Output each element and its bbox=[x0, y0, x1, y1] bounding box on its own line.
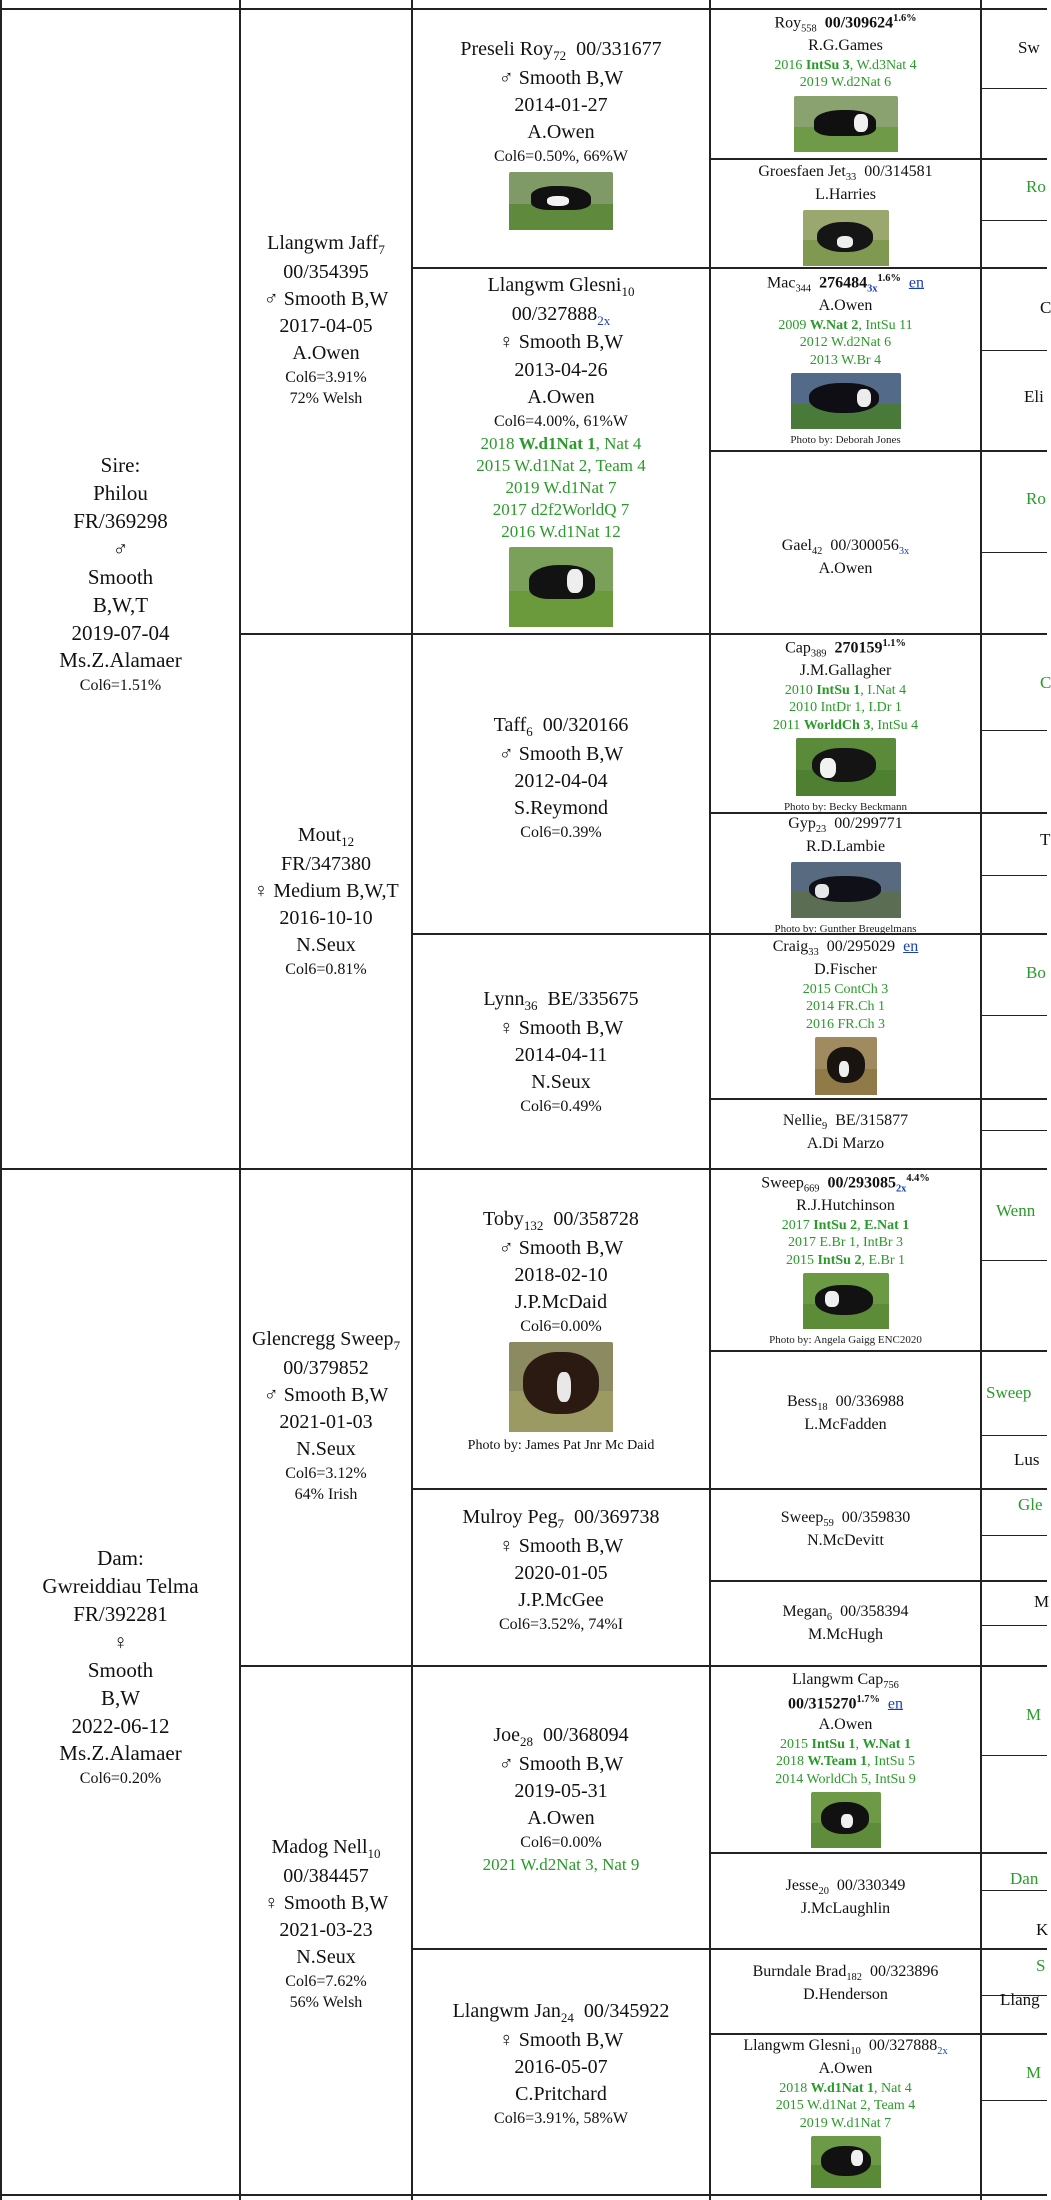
sweep-pct: 64% Irish bbox=[294, 1486, 358, 1504]
joe-breeder: A.Owen bbox=[527, 1807, 595, 1830]
jaff-reg: 00/354395 bbox=[283, 260, 369, 283]
glesni-result: 2017 d2f2WorldQ 7 bbox=[492, 499, 630, 519]
sire-dob: 2019-07-04 bbox=[71, 620, 170, 645]
roy558-result: 2016 IntSu 3, W.d3Nat 4 bbox=[774, 57, 917, 73]
g3-joe-cell[interactable] bbox=[413, 1722, 709, 1876]
g5-line bbox=[980, 730, 1047, 731]
mout-sex: ♀ Medium B,W,T bbox=[253, 879, 399, 902]
sweep59-name: Sweep$_{59}$ 00/359830 bbox=[780, 1509, 911, 1530]
g4-sweep59-cell[interactable] bbox=[711, 1508, 980, 1552]
craig-name: Craig$_{33}$ 00/295029 en bbox=[772, 938, 919, 959]
nell-col6: Col6=7.62% bbox=[285, 1972, 367, 1990]
g2-divider-b bbox=[239, 1665, 1047, 1667]
gyp-photo bbox=[791, 862, 901, 918]
mac-photo-credit: Photo by: Deborah Jones bbox=[790, 434, 901, 447]
mac-breeder: A.Owen bbox=[818, 297, 873, 315]
g5-fragment: Wenn bbox=[996, 1201, 1036, 1220]
g3-toby-cell[interactable] bbox=[413, 1206, 709, 1455]
sire-coat: Smooth bbox=[87, 564, 154, 589]
mac-name: Mac$_{344}$ $276484_{3x}^{1.6\%}$ en bbox=[767, 273, 924, 295]
glesni2-result: 2018 W.d1Nat 1, Nat 4 bbox=[779, 2080, 912, 2096]
peg-breeder: J.P.McGee bbox=[518, 1589, 604, 1612]
dam-sex: ♀ bbox=[112, 1629, 129, 1654]
brad-name: Burndale Brad$_{182}$ 00/323896 bbox=[752, 1963, 939, 1984]
sweep669-result: 2015 IntSu 2, E.Br 1 bbox=[785, 1252, 906, 1268]
g3-divider-c bbox=[411, 1488, 1047, 1490]
gael-breeder: A.Owen bbox=[818, 559, 873, 577]
g5-line bbox=[980, 1260, 1047, 1261]
roy558-photo bbox=[794, 96, 898, 152]
dam-cell[interactable] bbox=[2, 1545, 239, 1790]
g5-fragment: K bbox=[1036, 1920, 1049, 1939]
g4-cap-cell[interactable] bbox=[711, 637, 980, 815]
toby-name: Toby$_{132}$ 00/358728 bbox=[483, 1208, 639, 1233]
bess-name: Bess$_{18}$ 00/336988 bbox=[786, 1393, 905, 1414]
glesni-result: 2019 W.d1Nat 7 bbox=[505, 477, 617, 497]
g4-brad-cell[interactable] bbox=[711, 1962, 980, 2006]
g5-fragment: Sweep bbox=[986, 1383, 1032, 1402]
g4-jet-cell[interactable] bbox=[711, 162, 980, 270]
cap756-result: 2014 WorldCh 5, IntSu 9 bbox=[775, 1771, 916, 1787]
toby-photo-credit: Photo by: James Pat Jnr Mc Daid bbox=[467, 1437, 655, 1453]
roy-breeder: A.Owen bbox=[527, 121, 595, 144]
g4-divider-6 bbox=[709, 1580, 1047, 1582]
roy-name: Preseli Roy$_{72}$ 00/331677 bbox=[460, 38, 662, 63]
g2-mout-cell[interactable] bbox=[241, 822, 411, 980]
g5-fragment: Llang bbox=[1000, 1990, 1040, 2009]
mout-dob: 2016-10-10 bbox=[279, 906, 373, 929]
mac-en-link[interactable]: en bbox=[908, 274, 924, 292]
glesni-dob: 2013-04-26 bbox=[514, 358, 608, 381]
dam-col6: Col6=0.20% bbox=[79, 1770, 162, 1788]
sweep669-result: 2017 E.Br 1, IntBr 3 bbox=[787, 1235, 904, 1251]
jaff-col6: Col6=3.91% bbox=[285, 368, 367, 386]
peg-sex: ♀ Smooth B,W bbox=[498, 1534, 624, 1557]
peg-name: Mulroy Peg$_7$ 00/369738 bbox=[462, 1506, 660, 1531]
dam-colour: B,W bbox=[100, 1685, 141, 1710]
cap756-photo bbox=[811, 1792, 881, 1848]
g5-line bbox=[980, 1435, 1047, 1436]
brad-breeder: D.Henderson bbox=[803, 1985, 888, 2003]
outer-left-border bbox=[0, 0, 2, 2200]
top-border bbox=[0, 8, 1047, 10]
mac-result: 2009 W.Nat 2, IntSu 11 bbox=[778, 317, 913, 333]
dam-dob: 2022-06-12 bbox=[71, 1713, 170, 1738]
g2-jaff-cell[interactable] bbox=[241, 230, 411, 410]
g4-megan-cell[interactable] bbox=[711, 1602, 980, 1646]
g5-line bbox=[980, 220, 1047, 221]
peg-col6: Col6=3.52%, 74%I bbox=[498, 1616, 624, 1634]
g5-fragment: M bbox=[1034, 1592, 1050, 1611]
glesni2-photo bbox=[811, 2136, 881, 2188]
g5-line bbox=[980, 88, 1047, 89]
craig-photo bbox=[815, 1037, 877, 1095]
jaff-dob: 2017-04-05 bbox=[279, 314, 373, 337]
mac-photo bbox=[791, 373, 901, 429]
gyp-breeder: R.D.Lambie bbox=[805, 837, 886, 855]
craig-result: 2015 ContCh 3 bbox=[802, 981, 889, 997]
glesni-result: 2016 W.d1Nat 12 bbox=[501, 522, 621, 542]
g4-nellie-cell[interactable] bbox=[711, 1111, 980, 1155]
g2-nell-cell[interactable] bbox=[241, 1834, 411, 2014]
cap-result: 2010 IntSu 1, I.Nat 4 bbox=[784, 682, 907, 698]
sire-name: Philou bbox=[93, 480, 148, 505]
g5-line bbox=[980, 2100, 1047, 2101]
craig-en-link[interactable]: en bbox=[903, 938, 919, 955]
glesni-reg: $00/327888_{2x}$ bbox=[511, 302, 611, 328]
sweep669-photo bbox=[803, 1273, 889, 1329]
jaff-breeder: A.Owen bbox=[292, 341, 360, 364]
mout-col6: Col6=0.81% bbox=[285, 960, 367, 978]
g4-craig-cell[interactable] bbox=[711, 937, 980, 1099]
sire-sex: ♂ bbox=[112, 536, 129, 561]
bottom-border bbox=[0, 2194, 1047, 2196]
jet-photo bbox=[803, 210, 889, 266]
jan-col6: Col6=3.91%, 58%W bbox=[494, 2110, 628, 2128]
jesse-breeder: J.McLaughlin bbox=[800, 1899, 891, 1917]
g3-peg-cell[interactable] bbox=[413, 1504, 709, 1636]
dam-name: Gwreiddiau Telma bbox=[42, 1573, 199, 1598]
g4-divider-5 bbox=[709, 1350, 1047, 1352]
g5-fragment: Gle bbox=[1018, 1495, 1043, 1514]
sweep669-name: Sweep$_{669}$ $00/293085_{2x}^{4.4\%}$ bbox=[761, 1173, 930, 1195]
craig-result: 2014 FR.Ch 1 bbox=[806, 999, 885, 1014]
toby-breeder: J.P.McDaid bbox=[514, 1291, 608, 1314]
craig-result: 2016 FR.Ch 3 bbox=[806, 1016, 885, 1032]
jan-sex: ♀ Smooth B,W bbox=[498, 2028, 624, 2051]
sire-col6: Col6=1.51% bbox=[79, 677, 162, 695]
cap756-en-link[interactable]: en bbox=[887, 1695, 903, 1713]
dam-role: Dam: bbox=[97, 1546, 144, 1570]
g4-glesni2-cell[interactable] bbox=[711, 2036, 980, 2192]
cap756-breeder: A.Owen bbox=[818, 1715, 873, 1733]
g5-fragment: Lus bbox=[1014, 1450, 1040, 1469]
g4-cap756-cell[interactable] bbox=[711, 1670, 980, 1852]
sweep-breeder: N.Seux bbox=[296, 1437, 356, 1460]
nell-name: Madog Nell$_{10}$ bbox=[271, 1836, 381, 1861]
glesni2-breeder: A.Owen bbox=[818, 2059, 873, 2077]
sire-breeder: Ms.Z.Alamaer bbox=[59, 648, 182, 673]
sire-colour: B,W,T bbox=[92, 592, 149, 617]
g5-fragment: Ro bbox=[1026, 489, 1046, 508]
dam-breeder: Ms.Z.Alamaer bbox=[59, 1741, 182, 1766]
g5-fragment: Sw bbox=[1018, 38, 1040, 57]
nell-pct: 56% Welsh bbox=[289, 1994, 363, 2012]
g2-divider-a bbox=[239, 633, 1047, 635]
roy-col6: Col6=0.50%, 66%W bbox=[494, 148, 628, 166]
sire-cell[interactable] bbox=[2, 452, 239, 697]
taff-breeder: S.Reymond bbox=[514, 797, 608, 820]
g5-fragment: Bo bbox=[1026, 963, 1046, 982]
g4-divider-7 bbox=[709, 1852, 1047, 1854]
toby-photo bbox=[509, 1342, 613, 1432]
g4-divider-1 bbox=[709, 158, 1047, 160]
g3-divider-d bbox=[411, 1948, 1047, 1950]
cap756-result: 2018 W.Team 1, IntSu 5 bbox=[776, 1754, 915, 1770]
sweep669-result: 2017 IntSu 2, E.Nat 1 bbox=[781, 1217, 910, 1233]
g5-line bbox=[980, 1015, 1047, 1016]
g5-fragment: M bbox=[1026, 2063, 1042, 2082]
g3-lynn-cell[interactable] bbox=[413, 986, 709, 1118]
g5-fragment: Dan bbox=[1010, 1869, 1039, 1888]
g5-line bbox=[980, 1890, 1047, 1891]
jesse-name: Jesse$_{20}$ 00/330349 bbox=[785, 1877, 906, 1898]
nell-dob: 2021-03-23 bbox=[279, 1918, 373, 1941]
g3-glesni-cell[interactable] bbox=[413, 272, 709, 631]
sweep669-breeder: R.J.Hutchinson bbox=[796, 1197, 895, 1215]
sire-dam-divider bbox=[0, 1168, 1047, 1170]
sire-reg: FR/369298 bbox=[73, 508, 168, 533]
toby-sex: ♂ Smooth B,W bbox=[498, 1236, 624, 1259]
g3-roy-cell[interactable] bbox=[413, 36, 709, 234]
cap-result: 2011 WorldCh 3, IntSu 4 bbox=[772, 717, 919, 733]
sweep-reg: 00/379852 bbox=[283, 1356, 369, 1379]
roy-dob: 2014-01-27 bbox=[514, 93, 608, 116]
joe-name: Joe$_{28}$ 00/368094 bbox=[493, 1724, 629, 1749]
roy-sex: ♂ Smooth B,W bbox=[498, 66, 624, 89]
mac-result: 2013 W.Br 4 bbox=[809, 352, 882, 368]
glesni-col6: Col6=4.00%, 61%W bbox=[494, 412, 628, 430]
g5-fragment: Eli bbox=[1024, 387, 1044, 406]
jan-breeder: C.Pritchard bbox=[515, 2083, 607, 2106]
nellie-breeder: A.Di Marzo bbox=[806, 1134, 885, 1152]
cap-photo-credit: Photo by: Becky Beckmann bbox=[783, 801, 908, 814]
jaff-pct: 72% Welsh bbox=[289, 390, 363, 408]
glesni-result: 2015 W.d1Nat 2, Team 4 bbox=[476, 455, 646, 475]
sire-role: Sire: bbox=[100, 453, 141, 477]
glesni-result: 2018 W.d1Nat 1, Nat 4 bbox=[480, 433, 642, 453]
glesni2-result: 2015 W.d1Nat 2, Team 4 bbox=[775, 2098, 916, 2113]
g4-sweep669-cell[interactable] bbox=[711, 1172, 980, 1348]
jet-name: Groesfaen Jet$_{33}$ 00/314581 bbox=[758, 163, 933, 184]
g5-fragment: Ro bbox=[1026, 177, 1046, 196]
roy558-result: 2019 W.d2Nat 6 bbox=[799, 75, 892, 91]
glesni-sex: ♀ Smooth B,W bbox=[498, 331, 624, 354]
g5-fragment: T bbox=[1040, 830, 1051, 849]
roy-photo bbox=[509, 172, 613, 230]
nell-breeder: N.Seux bbox=[296, 1945, 356, 1968]
toby-col6: Col6=0.00% bbox=[520, 1318, 602, 1336]
cap756-name: Llangwm Cap$_{756}$ bbox=[792, 1671, 899, 1692]
col-divider-4 bbox=[980, 0, 982, 2200]
nellie-name: Nellie$_9$ BE/315877 bbox=[782, 1112, 909, 1133]
g5-line bbox=[980, 552, 1047, 553]
g2-sweep-cell[interactable] bbox=[241, 1326, 411, 1506]
mout-breeder: N.Seux bbox=[296, 933, 356, 956]
g4-divider-2 bbox=[709, 450, 1047, 452]
g5-line bbox=[980, 350, 1047, 351]
cap756-reg: $00/315270^{1.7\%}$ en bbox=[788, 1693, 903, 1713]
gael-name: Gael$_{42}$ $00/300056_{3x}$ bbox=[781, 537, 910, 558]
cap-name: Cap$_{389}$ $270159^{1.1\%}$ bbox=[785, 638, 906, 660]
sweep-sex: ♂ Smooth B,W bbox=[263, 1383, 389, 1406]
glesni-breeder: A.Owen bbox=[527, 385, 595, 408]
cap756-result: 2015 IntSu 1, W.Nat 1 bbox=[780, 1736, 911, 1752]
sweep669-photo-credit: Photo by: Angela Gaigg ENC2020 bbox=[769, 1334, 922, 1347]
megan-breeder: M.McHugh bbox=[807, 1625, 884, 1643]
glesni-photo bbox=[509, 547, 613, 627]
dam-reg: FR/392281 bbox=[73, 1601, 168, 1626]
jet-breeder: L.Harries bbox=[815, 185, 876, 203]
jan-name: Llangwm Jan$_{24}$ 00/345922 bbox=[452, 2000, 670, 2025]
dam-coat: Smooth bbox=[87, 1657, 154, 1682]
g4-roy558-cell[interactable] bbox=[711, 12, 980, 156]
sweep-col6: Col6=3.12% bbox=[285, 1464, 367, 1482]
craig-breeder: D.Fischer bbox=[814, 960, 877, 978]
nell-sex: ♀ Smooth B,W bbox=[263, 1891, 389, 1914]
g5-line bbox=[980, 1755, 1047, 1756]
megan-name: Megan$_6$ 00/358394 bbox=[782, 1603, 909, 1624]
bess-breeder: L.McFadden bbox=[804, 1415, 887, 1433]
joe-col6: Col6=0.00% bbox=[520, 1834, 602, 1852]
lynn-name: Lynn$_{36}$ BE/335675 bbox=[483, 988, 639, 1013]
glesni-name: Llangwm Glesni$_{10}$ bbox=[487, 274, 635, 299]
cap-result: 2010 IntDr 1, I.Dr 1 bbox=[789, 700, 902, 716]
roy558-breeder: R.G.Games bbox=[808, 37, 883, 55]
mout-reg: FR/347380 bbox=[280, 852, 372, 875]
taff-sex: ♂ Smooth B,W bbox=[498, 742, 624, 765]
taff-dob: 2012-04-04 bbox=[514, 769, 608, 792]
nell-reg: 00/384457 bbox=[283, 1864, 369, 1887]
toby-dob: 2018-02-10 bbox=[514, 1263, 608, 1286]
roy558-name: Roy$_{558}$ $00/309624^{1.6\%}$ bbox=[774, 13, 917, 35]
mac-result: 2012 W.d2Nat 6 bbox=[799, 335, 892, 351]
g5-line bbox=[980, 875, 1047, 876]
g5-line bbox=[980, 1535, 1047, 1536]
g5-line bbox=[980, 1130, 1047, 1131]
gyp-photo-credit: Photo by: Gunther Breugelmans bbox=[774, 922, 917, 935]
jan-dob: 2016-05-07 bbox=[514, 2055, 608, 2078]
g4-jesse-cell[interactable] bbox=[711, 1876, 980, 1920]
g4-bess-cell[interactable] bbox=[711, 1392, 980, 1436]
gyp-name: Gyp$_{23}$ 00/299771 bbox=[788, 815, 903, 836]
jaff-sex: ♂ Smooth B,W bbox=[263, 287, 389, 310]
cap-photo bbox=[796, 738, 896, 796]
lynn-col6: Col6=0.49% bbox=[520, 1098, 602, 1116]
lynn-sex: ♀ Smooth B,W bbox=[498, 1016, 624, 1039]
g5-fragment: C bbox=[1040, 673, 1051, 692]
joe-dob: 2019-05-31 bbox=[514, 1779, 608, 1802]
joe-result: 2021 W.d2Nat 3, Nat 9 bbox=[482, 1854, 640, 1874]
taff-col6: Col6=0.39% bbox=[520, 824, 602, 842]
glesni2-name: Llangwm Glesni$_{10}$ $00/327888_{2x}$ bbox=[743, 2037, 948, 2058]
g5-fragment: M bbox=[1026, 1705, 1042, 1724]
glesni2-result: 2019 W.d1Nat 7 bbox=[799, 2115, 892, 2131]
g5-line bbox=[980, 1625, 1047, 1626]
g4-gyp-cell[interactable] bbox=[711, 814, 980, 936]
sweep-name: Glencregg Sweep$_7$ bbox=[251, 1328, 401, 1353]
lynn-dob: 2014-04-11 bbox=[514, 1043, 608, 1066]
g4-divider-8 bbox=[709, 2033, 1047, 2035]
g5-fragment: S bbox=[1036, 1956, 1046, 1975]
lynn-breeder: N.Seux bbox=[531, 1071, 591, 1094]
peg-dob: 2020-01-05 bbox=[514, 1561, 608, 1584]
mout-name: Mout$_{12}$ bbox=[297, 824, 355, 849]
g3-jan-cell[interactable] bbox=[413, 1998, 709, 2130]
taff-name: Taff$_6$ 00/320166 bbox=[493, 714, 629, 739]
sweep-dob: 2021-01-03 bbox=[279, 1410, 373, 1433]
g4-mac-cell[interactable] bbox=[711, 272, 980, 448]
g4-gael-cell[interactable] bbox=[711, 536, 980, 580]
jaff-name: Llangwm Jaff$_7$ bbox=[267, 232, 385, 257]
cap-breeder: J.M.Gallagher bbox=[799, 662, 892, 680]
g3-taff-cell[interactable] bbox=[413, 712, 709, 844]
sweep59-breeder: N.McDevitt bbox=[807, 1531, 884, 1549]
joe-sex: ♂ Smooth B,W bbox=[498, 1752, 624, 1775]
g5-fragment: C bbox=[1040, 298, 1051, 317]
